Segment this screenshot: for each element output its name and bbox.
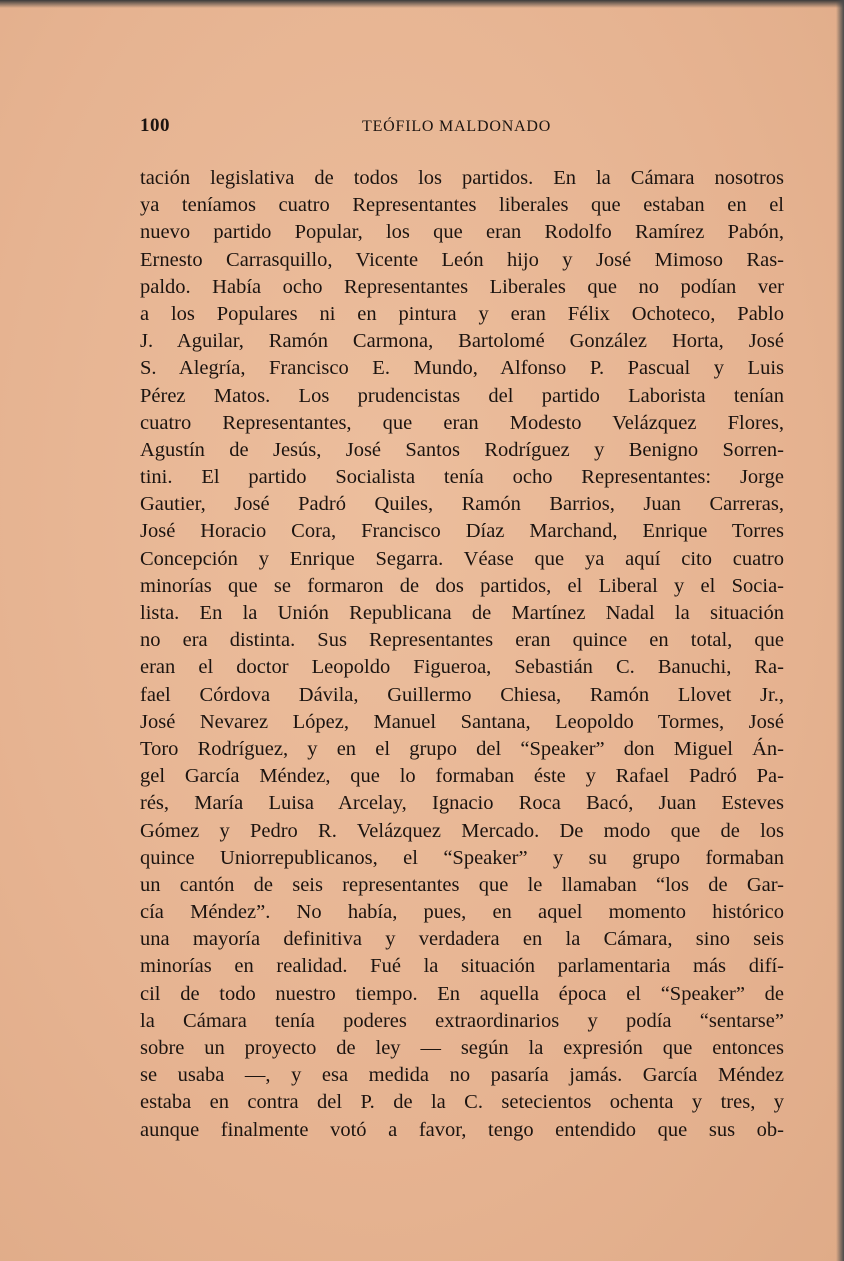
page-number: 100 — [140, 115, 170, 136]
text-line: Ernesto Carrasquillo, Vicente León hijo y José Mimoso Ras- — [140, 248, 784, 271]
text-line: una mayoría definitiva y verdadera en la Cámara, sino seis — [140, 928, 784, 951]
text-line: paldo. Había ocho Representantes Liberales que no podían ver — [140, 275, 784, 298]
text-line: cía Méndez”. No había, pues, en aquel momento histórico — [140, 901, 784, 924]
text-line: José Horacio Cora, Francisco Díaz Marchand, Enrique Torres — [140, 520, 784, 543]
text-line: Agustín de Jesús, José Santos Rodríguez y Benigno Sorren- — [140, 438, 784, 461]
text-line: lista. En la Unión Republicana de Martínez Nadal la situación — [140, 602, 784, 624]
running-title: TEÓFILO MALDONADO — [362, 118, 552, 135]
text-line: S. Alegría, Francisco E. Mundo, Alfonso P. Pascual y Luis — [140, 357, 784, 380]
text-line: no era distinta. Sus Representantes eran quince en total, que — [140, 629, 784, 652]
text-line: eran el doctor Leopoldo Figueroa, Sebastián C. Banuchi, Ra- — [140, 656, 784, 679]
text-line: aunque finalmente votó a favor, tengo entendido que sus ob- — [140, 1118, 784, 1141]
text-line: minorías que se formaron de dos partidos, el Liberal y el Socia- — [140, 574, 784, 597]
text-line: estaba en contra del P. de la C. setecientos ochenta y tres, y — [140, 1091, 784, 1114]
text-line: Toro Rodríguez, y en el grupo del “Speaker” don Miguel Án- — [140, 737, 784, 760]
text-line: tación legislativa de todos los partidos. En la Cámara nosotros — [140, 167, 784, 189]
text-line: a los Populares ni en pintura y eran Félix Ochoteco, Pablo — [140, 302, 784, 325]
scan-top-edge — [0, 0, 844, 8]
text-line: minorías en realidad. Fué la situación parlamentaria más difí- — [140, 955, 784, 978]
body-text — [140, 165, 784, 1144]
text-line: J. Aguilar, Ramón Carmona, Bartolomé González Horta, José — [140, 330, 784, 353]
text-line: Pérez Matos. Los prudencistas del partido Laborista tenían — [140, 384, 784, 407]
text-line: rés, María Luisa Arcelay, Ignacio Roca Bacó, Juan Esteves — [140, 792, 784, 815]
text-line: la Cámara tenía poderes extraordinarios y podía “sentarse” — [140, 1009, 784, 1032]
text-line: gel García Méndez, que lo formaban éste y Rafael Padró Pa- — [140, 765, 784, 788]
text-line: cil de todo nuestro tiempo. En aquella época el “Speaker” de — [140, 982, 784, 1005]
text-line: cuatro Representantes, que eran Modesto Velázquez Flores, — [140, 411, 784, 434]
text-line: ya teníamos cuatro Representantes liberales que estaban en el — [140, 194, 784, 217]
text-line: José Nevarez López, Manuel Santana, Leopoldo Tormes, José — [140, 710, 784, 733]
text-line: Gómez y Pedro R. Velázquez Mercado. De modo que de los — [140, 819, 784, 842]
scan-right-edge — [836, 0, 844, 1261]
text-line: un cantón de seis representantes que le llamaban “los de Gar- — [140, 873, 784, 896]
text-line: Gautier, José Padró Quiles, Ramón Barrios, Juan Carreras, — [140, 493, 784, 516]
text-line: quince Uniorrepublicanos, el “Speaker” y su grupo formaban — [140, 846, 784, 869]
text-line: sobre un proyecto de ley — según la expresión que entonces — [140, 1037, 784, 1059]
text-line: se usaba —, y esa medida no pasaría jamás. García Méndez — [140, 1064, 784, 1087]
text-line: tini. El partido Socialista tenía ocho Representantes: Jorge — [140, 466, 784, 489]
text-line: Concepción y Enrique Segarra. Véase que ya aquí cito cuatro — [140, 547, 784, 570]
text-line: fael Córdova Dávila, Guillermo Chiesa, Ramón Llovet Jr., — [140, 683, 784, 706]
running-head — [140, 115, 784, 139]
text-line: nuevo partido Popular, los que eran Rodolfo Ramírez Pabón, — [140, 221, 784, 244]
